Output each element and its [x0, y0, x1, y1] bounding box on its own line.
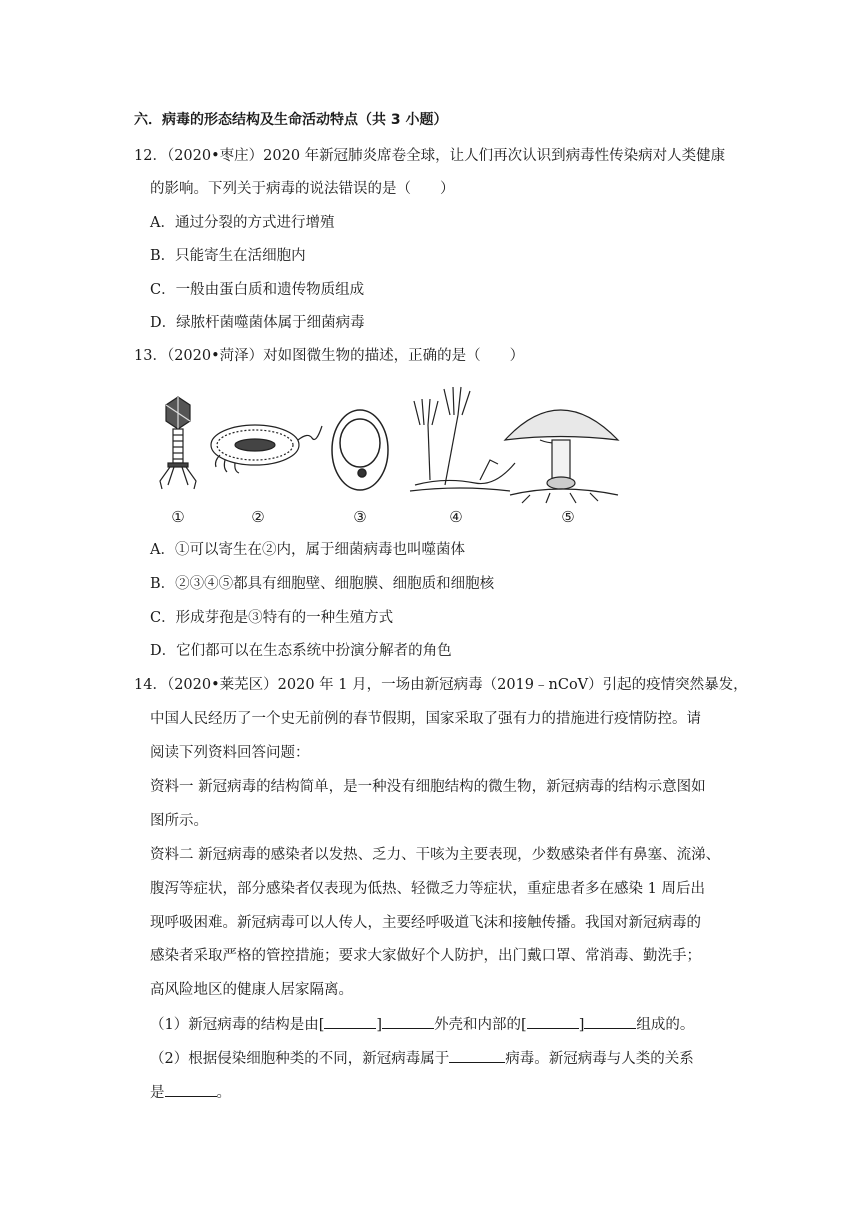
q13-option-a: A．①可以寄生在②内，属于细菌病毒也叫噬菌体	[150, 542, 465, 558]
q12-option-d: D．绿脓杆菌噬菌体属于细菌病毒	[150, 315, 365, 331]
q14-material2-line2: 腹泻等症状，部分感染者仅表现为低热、轻微乏力等症状，重症患者多在感染 1 周后出	[150, 881, 705, 897]
q13-stem: 13．（2020•菏泽）对如图微生物的描述，正确的是（ ）	[134, 348, 525, 364]
q14-stem-line2: 中国人民经历了一个史无前例的春节假期，国家采取了强有力的措施进行疫情防控。请	[150, 711, 701, 727]
q14-material2-line3: 现呼吸困难。新冠病毒可以人传人，主要经呼吸道飞沫和接触传播。我国对新冠病毒的	[150, 915, 701, 931]
answer-blank-4[interactable]	[584, 1014, 636, 1029]
answer-blank-2[interactable]	[382, 1014, 434, 1029]
microorganism-figure	[140, 385, 620, 530]
q14-material2-line5: 高风险地区的健康人居家隔离。	[150, 982, 353, 998]
bacteriophage-illustration	[160, 397, 196, 489]
q14-subquestion-1	[150, 1014, 694, 1035]
sub2-text-c: 是	[150, 1085, 165, 1101]
q14-material2-line1: 资料二 新冠病毒的感染者以发热、乏力、干咳为主要表现，少数感染者伴有鼻塞、流涕、	[150, 847, 721, 863]
mold-illustration	[410, 387, 515, 491]
sub1-text-c: 外壳和内部的[	[434, 1017, 527, 1033]
mushroom-illustration	[505, 410, 618, 503]
q13-option-b: B．②③④⑤都具有细胞壁、细胞膜、细胞质和细胞核	[150, 576, 495, 592]
figure-label-5: ⑤	[561, 508, 575, 526]
q14-stem-line1: 14．（2020•莱芜区）2020 年 1 月，一场由新冠病毒（2019﹣nCoV）引起的疫情突然暴发，	[134, 677, 748, 693]
q12-option-c: C．一般由蛋白质和遗传物质组成	[150, 282, 365, 298]
bacterium-illustration	[211, 425, 322, 473]
answer-blank-1[interactable]	[324, 1014, 376, 1029]
q12-option-a: A．通过分裂的方式进行增殖	[150, 215, 335, 231]
sub2-text-a: （2）根据侵染细胞种类的不同，新冠病毒属于	[150, 1051, 450, 1067]
answer-blank-6[interactable]	[165, 1082, 217, 1097]
q13-option-c: C．形成芽孢是③特有的一种生殖方式	[150, 610, 394, 626]
figure-label-4: ④	[449, 508, 463, 526]
q14-material1-line2: 图所示。	[150, 813, 208, 829]
q14-stem-line3: 阅读下列资料回答问题：	[150, 745, 310, 761]
sub1-text-b: ]	[376, 1017, 383, 1033]
q14-subquestion-2-cont	[150, 1082, 231, 1103]
yeast-illustration	[332, 410, 388, 490]
q13-option-d: D．它们都可以在生态系统中扮演分解者的角色	[150, 643, 452, 659]
answer-blank-3[interactable]	[527, 1014, 579, 1029]
sub1-text-d: ]	[578, 1017, 585, 1033]
figure-label-1: ①	[171, 508, 185, 526]
q14-subquestion-2	[150, 1048, 694, 1069]
answer-blank-5[interactable]	[449, 1048, 505, 1063]
figure-label-2: ②	[251, 508, 265, 526]
sub1-text-a: （1）新冠病毒的结构是由[	[150, 1017, 325, 1033]
q12-option-b: B．只能寄生在活细胞内	[150, 248, 306, 264]
q12-stem-line2: 的影响。下列关于病毒的说法错误的是（ ）	[150, 181, 455, 197]
section-title: 六．病毒的形态结构及生命活动特点（共 3 小题）	[134, 112, 448, 128]
q14-material2-line4: 感染者采取严格的管控措施；要求大家做好个人防护，出门戴口罩、常消毒、勤洗手；	[150, 948, 701, 964]
q12-stem-line1: 12．（2020•枣庄）2020 年新冠肺炎席卷全球，让人们再次认识到病毒性传染病对人类健康	[134, 148, 726, 164]
sub2-text-b: 病毒。新冠病毒与人类的关系	[505, 1051, 694, 1067]
sub1-text-e: 组成的。	[636, 1017, 695, 1033]
q14-material1-line1: 资料一 新冠病毒的结构简单，是一种没有细胞结构的微生物，新冠病毒的结构示意图如	[150, 779, 706, 795]
sub2-text-d: 。	[216, 1085, 231, 1101]
figure-label-3: ③	[353, 508, 367, 526]
